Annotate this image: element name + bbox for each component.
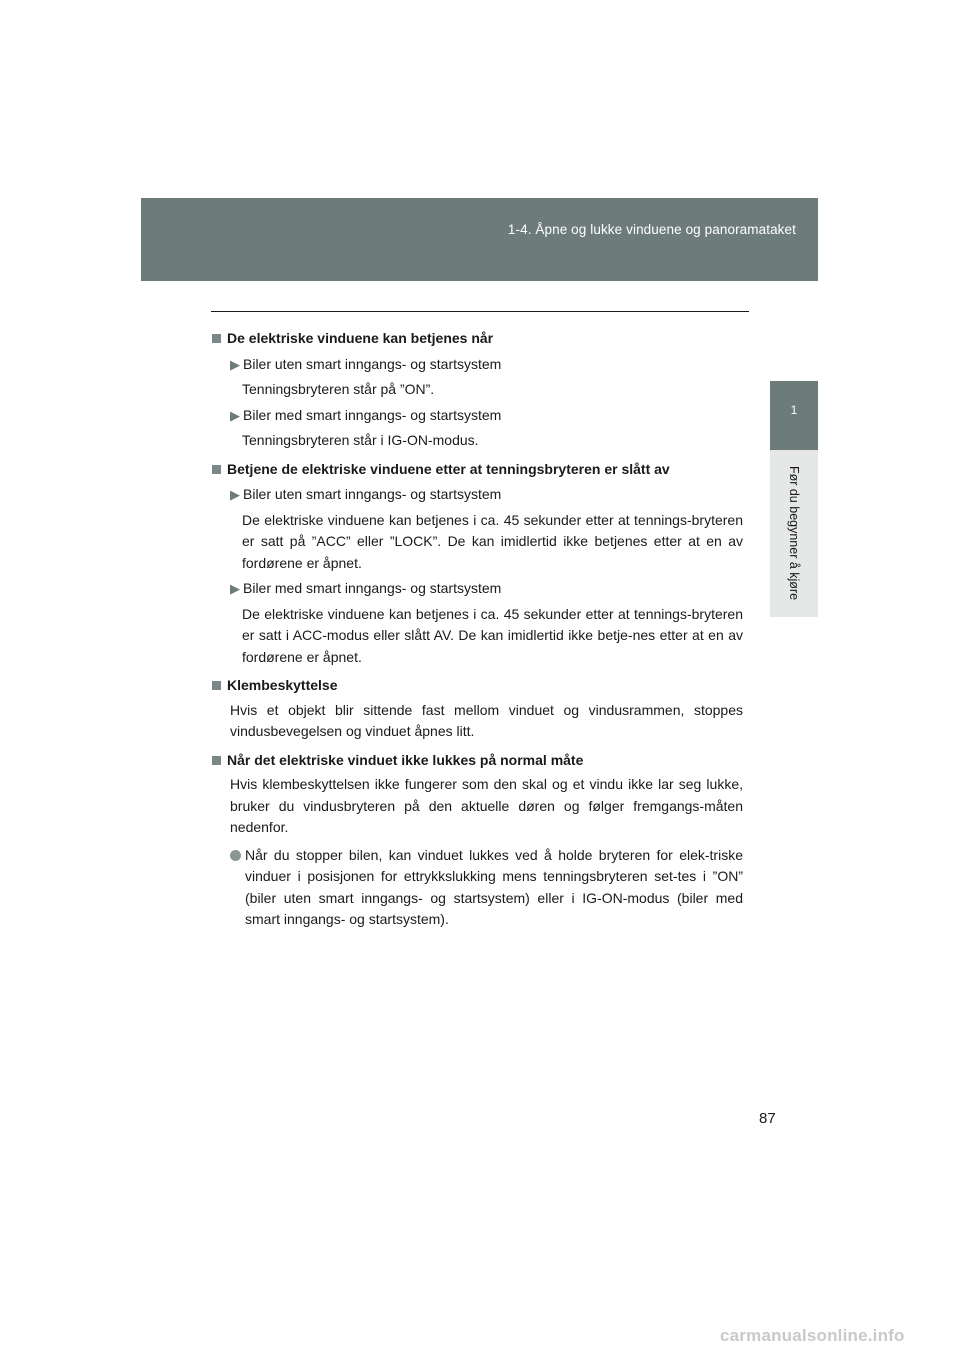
triangle-marker-icon: ▶ <box>230 356 240 372</box>
square-bullet-icon <box>212 681 221 690</box>
chapter-number: 1 <box>790 403 798 417</box>
square-bullet-icon <box>212 756 221 765</box>
vehicle-variant: ▶ Biler uten smart inngangs- og startsystem <box>230 355 502 372</box>
vehicle-variant: ▶ Biler uten smart inngangs- og startsystem <box>230 486 502 502</box>
variant-text: Tenningsbryteren står i IG-ON-modus. <box>242 432 479 448</box>
vehicle-variant: ▶ Biler med smart inngangs- og startsystem <box>230 406 502 423</box>
triangle-marker-icon: ▶ <box>230 407 240 423</box>
variant-text: De elektriske vinduene kan betjenes i ca. 45 sekunder etter at tennings-bryteren er satt i ACC-modus eller slått AV. De kan imidlertid ikke betje-nes etter at en av fordørene er åpnet. <box>242 605 743 665</box>
page-number: 87 <box>759 1110 776 1127</box>
watermark: carmanualsonline.info <box>720 1326 905 1345</box>
triangle-marker-icon: ▶ <box>230 581 240 596</box>
section-heading: Klembeskyttelse <box>212 675 743 697</box>
vehicle-variant: ▶ Biler med smart inngangs- og startsystem <box>230 580 502 596</box>
section-heading: Når det elektriske vinduet ikke lukkes på normal måte <box>212 750 743 772</box>
square-bullet-icon <box>212 334 221 343</box>
chapter-tab <box>770 381 818 450</box>
section-divider <box>211 311 749 312</box>
chapter-label: Før du begynner å kjøre <box>787 465 801 601</box>
section-text: Hvis et objekt blir sittende fast mellom vinduet og vindusrammen, stoppes vindusbevegelsen og vinduet åpnes litt. <box>230 701 743 739</box>
section-heading: De elektriske vinduene kan betjenes når <box>212 328 743 350</box>
section-heading: Betjene de elektriske vinduene etter at tenningsbryteren er slått av <box>212 459 743 481</box>
section-text: Hvis klembeskyttelsen ikke fungerer som den skal og et vindu ikke lar seg lukke, bruker du vindusbryteren på den aktuelle døren og følger fremgangs-måten nedenfor. <box>230 776 743 835</box>
variant-text: De elektriske vinduene kan betjenes i ca. 45 sekunder etter at tennings-bryteren er satt på ”ACC” eller ”LOCK”. De kan imidlertid ikke betjenes etter at en av fordørene er åpnet. <box>242 511 743 571</box>
square-bullet-icon <box>212 465 221 474</box>
page-content <box>212 325 743 931</box>
variant-text: Tenningsbryteren står på ”ON”. <box>242 381 435 397</box>
chapter-header <box>141 198 818 281</box>
triangle-marker-icon: ▶ <box>230 487 240 502</box>
list-item: Når du stopper bilen, kan vinduet lukkes ved å holde bryteren for elek-triske vinduer i posisjonen for ettrykkslukking mens tenningsbryteren set-tes i ”ON” (biler uten smart inngangs- og startsystem) eller i IG-ON-modus (biler med smart inngangs- og startsystem). <box>230 845 743 931</box>
circle-bullet-icon <box>230 850 241 861</box>
chapter-title: 1-4. Åpne og lukke vinduene og panoramataket <box>507 222 796 237</box>
